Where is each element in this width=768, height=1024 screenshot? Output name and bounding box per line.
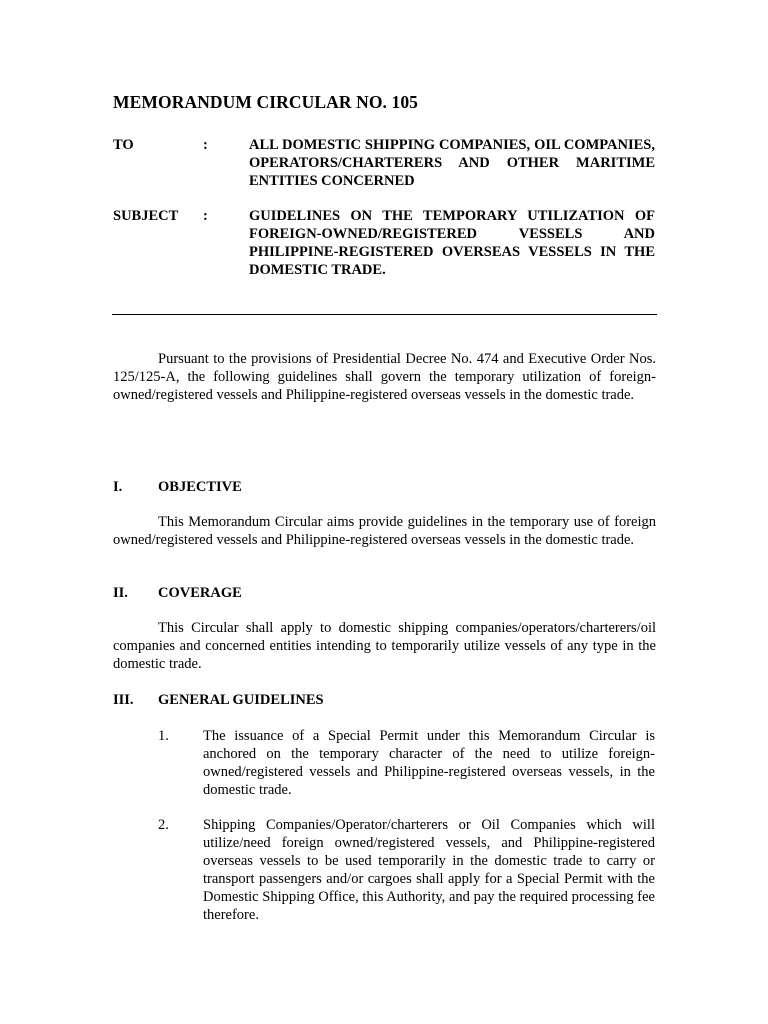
section-number-guidelines: III. [113, 692, 134, 708]
guideline-item-number: 1. [158, 728, 169, 744]
to-label: TO [113, 137, 134, 153]
subject-colon: : [203, 208, 208, 224]
header-divider [112, 314, 657, 315]
section-title-guidelines: GENERAL GUIDELINES [158, 692, 324, 708]
subject-label: SUBJECT [113, 208, 179, 224]
guideline-item-text: The issuance of a Special Permit under this Memorandum Circular is anchored on the temporary character of the need to utilize foreign-owned/registered vessels and Philippine-registered overseas vessels, in the domestic trade. [203, 728, 655, 798]
section-title-coverage: COVERAGE [158, 585, 242, 601]
to-recipients: ALL DOMESTIC SHIPPING COMPANIES, OIL COMPANIES, OPERATORS/CHARTERERS AND OTHER MARITIME ENTITIES CONCERNED [249, 137, 655, 189]
objective-paragraph: This Memorandum Circular aims provide guidelines in the temporary use of foreign owned/registered vessels and Philippine-registered overseas vessels in the domestic trade. [113, 514, 656, 548]
section-title-objective: OBJECTIVE [158, 479, 242, 495]
section-number-objective: I. [113, 479, 123, 495]
intro-paragraph: Pursuant to the provisions of Presidential Decree No. 474 and Executive Order Nos. 125/125-A, the following guidelines shall govern the temporary utilization of foreign-owned/registered vessels and Philippine-registered overseas vessels in the domestic trade. [113, 351, 656, 403]
subject-text: GUIDELINES ON THE TEMPORARY UTILIZATION OF FOREIGN-OWNED/REGISTERED VESSELS AND PHILIPPINE-REGISTERED OVERSEAS VESSELS IN THE DOMESTIC TRADE. [249, 208, 655, 278]
guideline-item-text: Shipping Companies/Operator/charterers or Oil Companies which will utilize/need foreign owned/registered vessels, and Philippine-registered overseas vessels to be used temporarily in the domestic trade to carry or transport passengers and/or cargoes shall apply for a Special Permit with the Domestic Shipping Office, this Authority, and pay the required processing fee therefore. [203, 817, 655, 923]
coverage-paragraph: This Circular shall apply to domestic shipping companies/operators/charterers/oil companies and concerned entities intending to temporarily utilize vessels of any type in the domestic trade. [113, 620, 656, 672]
document-title: MEMORANDUM CIRCULAR NO. 105 [113, 92, 419, 112]
guideline-item-number: 2. [158, 817, 169, 833]
section-number-coverage: II. [113, 585, 128, 601]
to-colon: : [203, 137, 208, 153]
